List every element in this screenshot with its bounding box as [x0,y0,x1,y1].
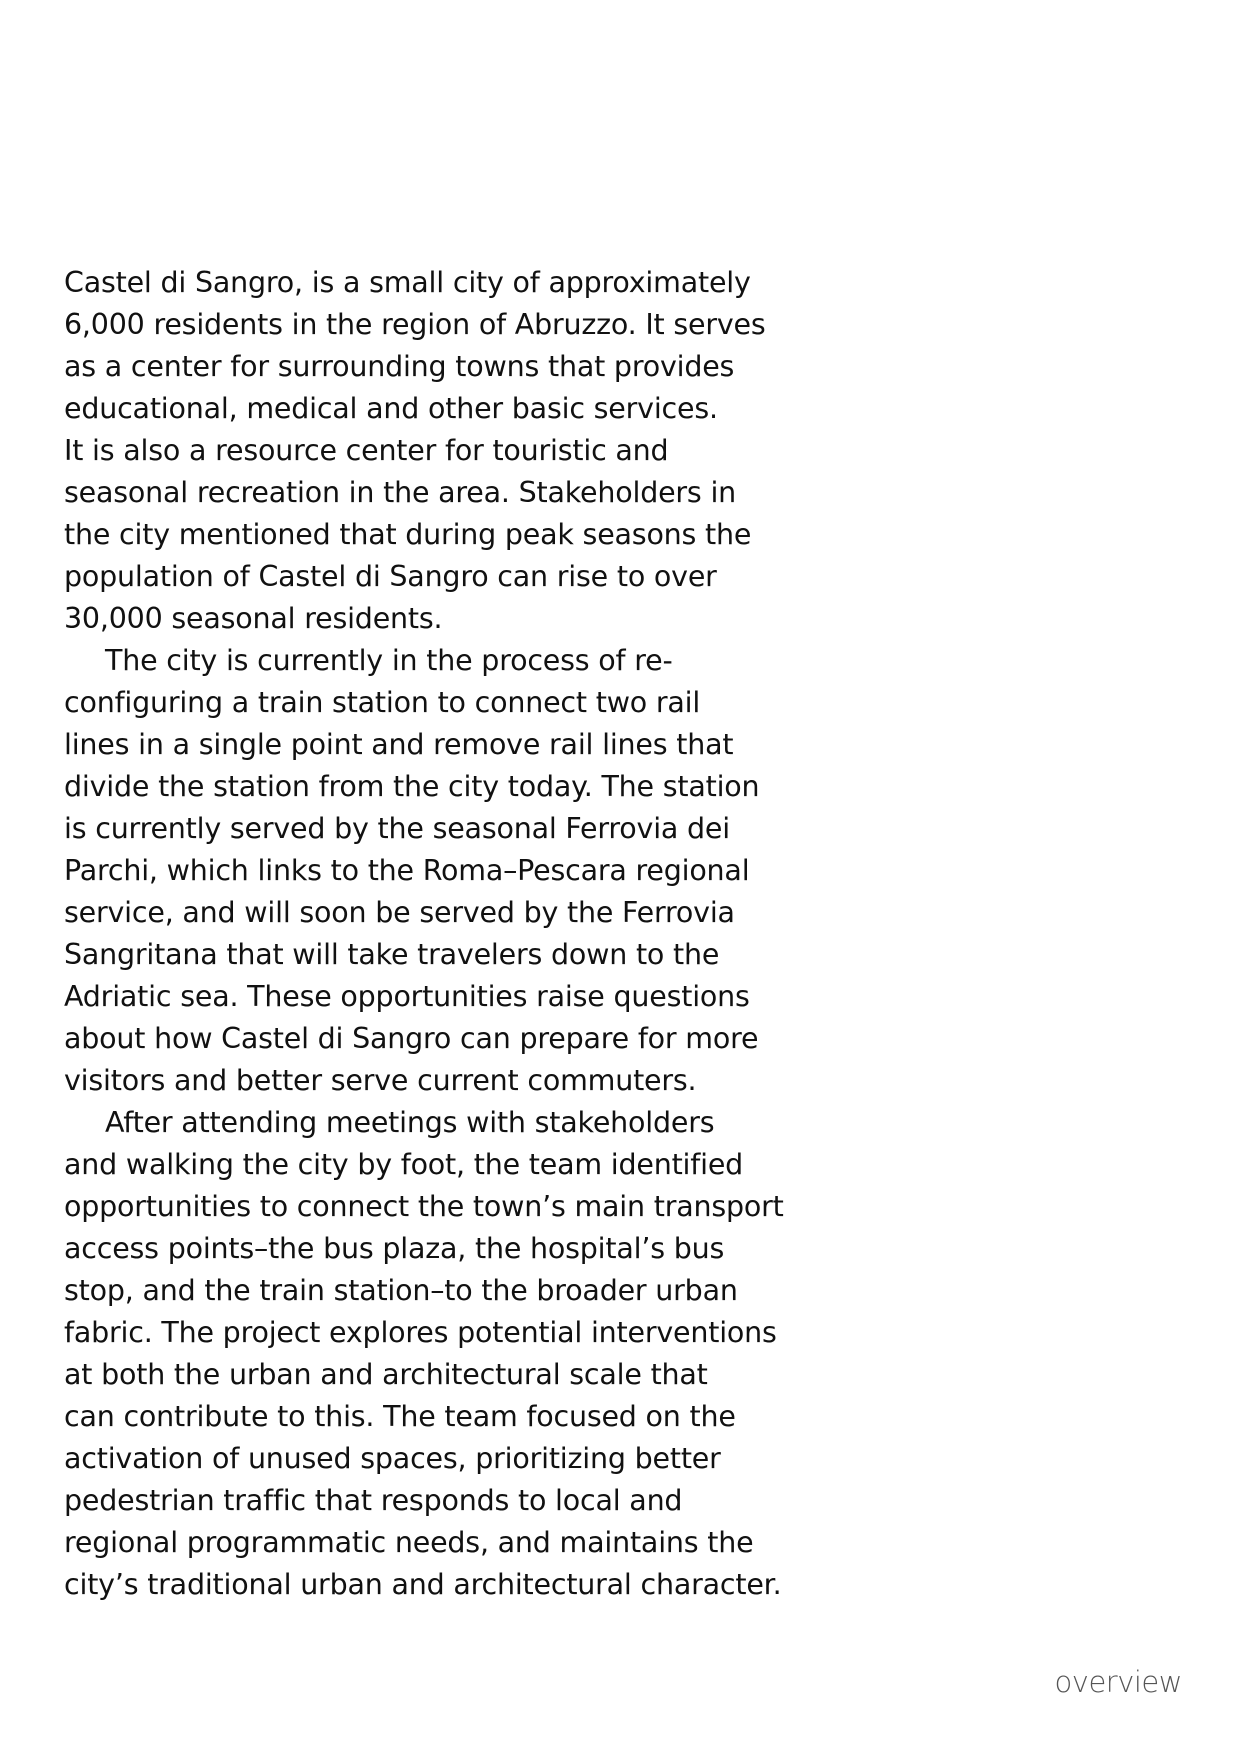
text-line: lines in a single point and remove rail lines that [64,728,734,761]
paragraph-team-approach [64,1102,824,1606]
text-line: Parchi, which links to the Roma–Pescara regional [64,854,750,887]
text-line: city’s traditional urban and architectural character. [64,1568,782,1601]
text-line: as a center for surrounding towns that provides [64,350,735,383]
text-line: educational, medical and other basic services. [64,392,718,425]
text-line: Sangritana that will take travelers down to the [64,938,720,971]
section-label: overview [1054,1665,1182,1699]
text-line: stop, and the train station–to the broader urban [64,1274,738,1307]
text-line: population of Castel di Sangro can rise to over [64,560,717,593]
text-line: is currently served by the seasonal Ferrovia dei [64,812,730,845]
text-line: seasonal recreation in the area. Stakeholders in [64,476,737,509]
text-line: visitors and better serve current commuters. [64,1064,697,1097]
text-line: Adriatic sea. These opportunities raise questions [64,980,750,1013]
body-text [64,262,824,1606]
text-line: It is also a resource center for touristic and [64,434,669,467]
text-line: and walking the city by foot, the team identified [64,1148,744,1181]
text-line: 30,000 seasonal residents. [64,602,443,635]
text-line: at both the urban and architectural scale that [64,1358,708,1391]
text-line: opportunities to connect the town’s main transport [64,1190,784,1223]
text-line: activation of unused spaces, prioritizing better [64,1442,721,1475]
text-line: regional programmatic needs, and maintains the [64,1526,754,1559]
text-line: configuring a train station to connect two rail [64,686,701,719]
paragraph-train-station [64,640,824,1102]
text-line: the city mentioned that during peak seasons the [64,518,752,551]
text-line: about how Castel di Sangro can prepare for more [64,1022,759,1055]
text-line: 6,000 residents in the region of Abruzzo. It serves [64,308,766,341]
text-line: fabric. The project explores potential interventions [64,1316,777,1349]
text-line: The city is currently in the process of re- [105,644,673,677]
paragraph-intro [64,262,824,640]
text-line: access points–the bus plaza, the hospital’s bus [64,1232,725,1265]
text-line: pedestrian traffic that responds to local and [64,1484,683,1517]
text-line: can contribute to this. The team focused on the [64,1400,736,1433]
text-line: After attending meetings with stakeholders [105,1106,715,1139]
text-line: service, and will soon be served by the Ferrovia [64,896,735,929]
text-line: Castel di Sangro, is a small city of approximately [64,266,751,299]
text-line: divide the station from the city today. The station [64,770,760,803]
